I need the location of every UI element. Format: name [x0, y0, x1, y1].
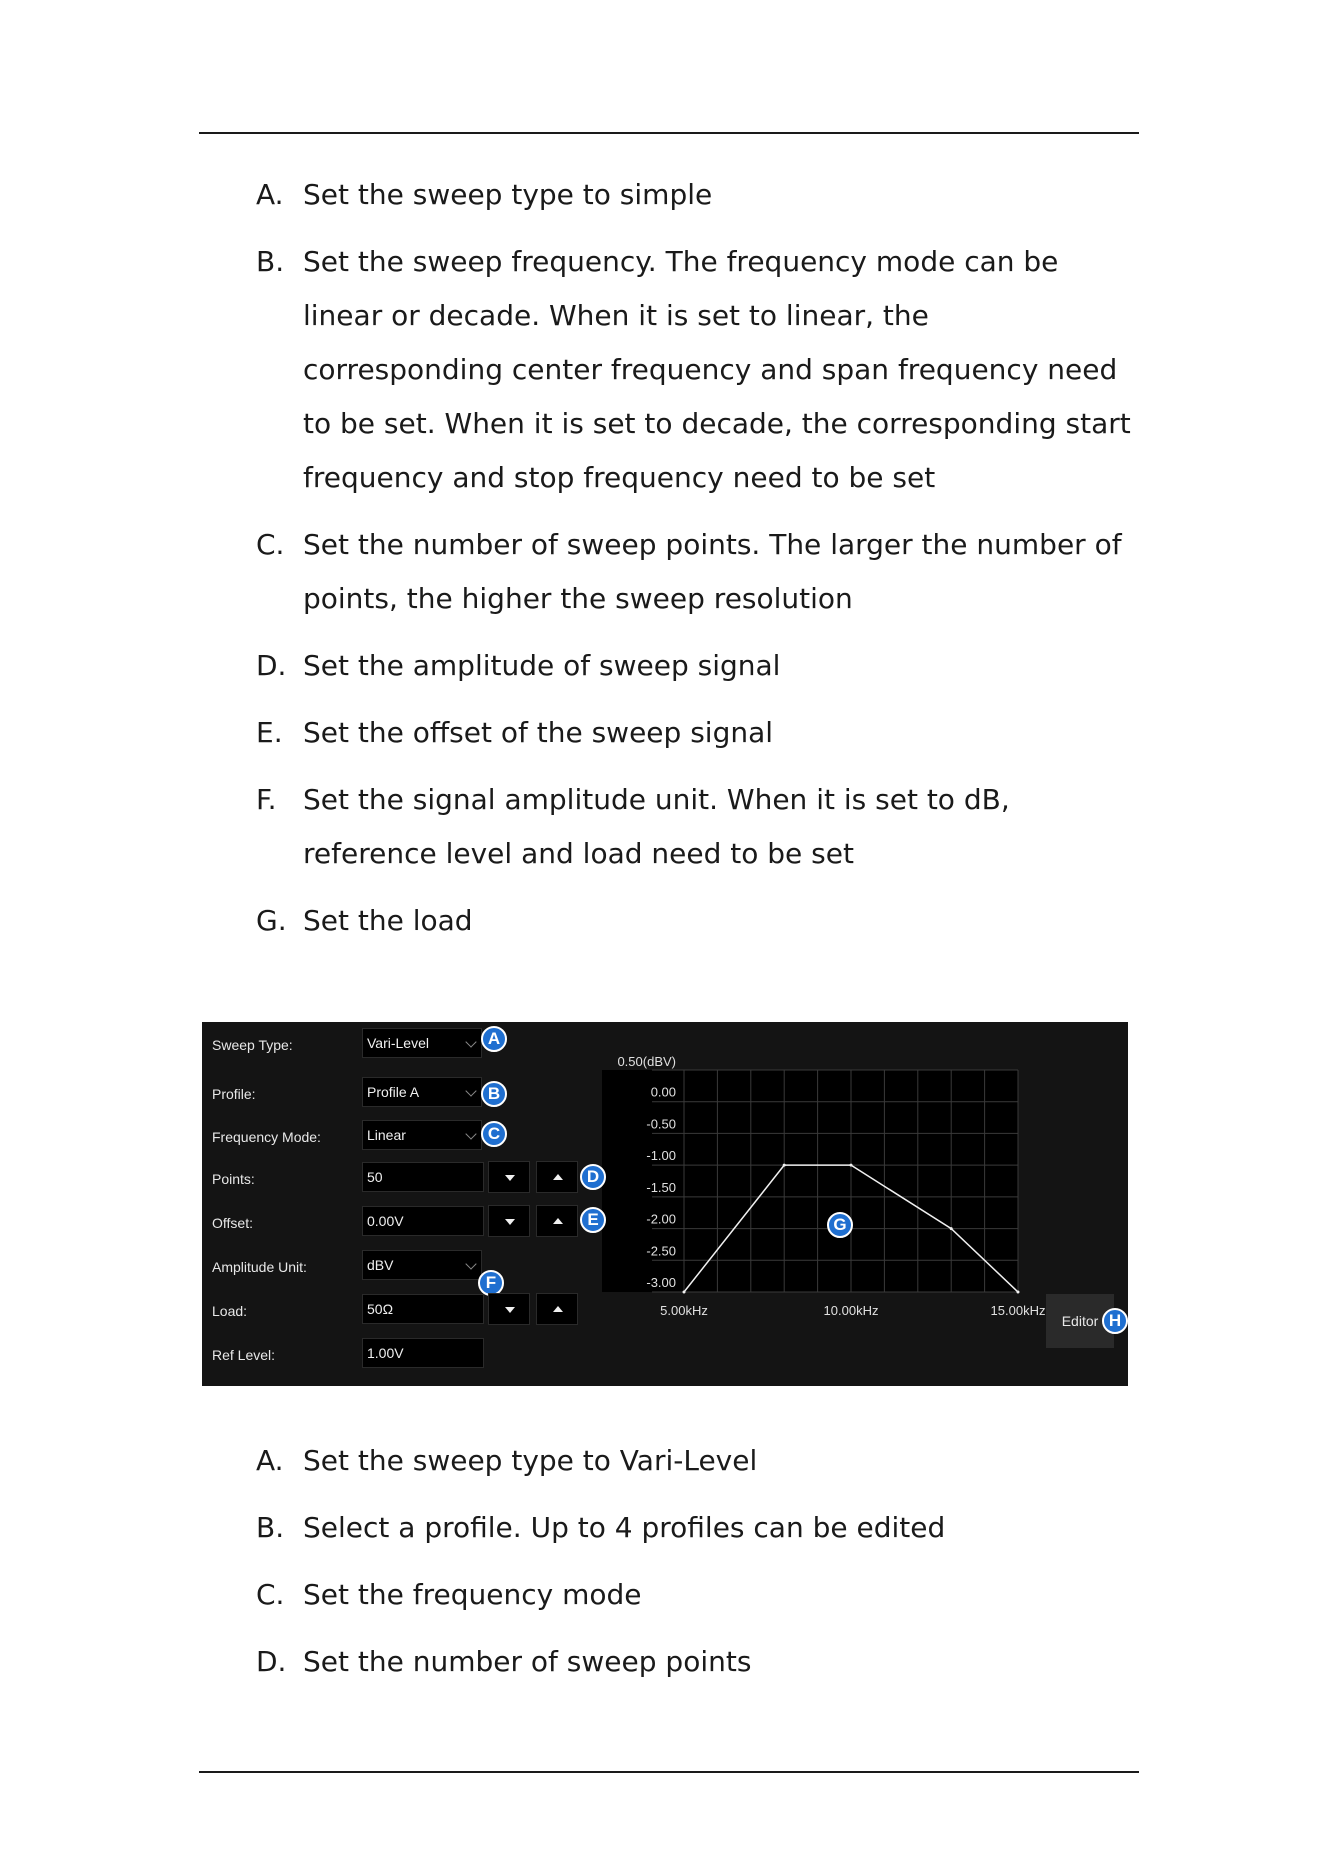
list-letter: E. — [256, 716, 283, 749]
triangle-down-icon — [505, 1175, 515, 1181]
list-item — [256, 1635, 1136, 1689]
sweep-profile-chart — [202, 1022, 1128, 1386]
sweep-settings-list — [256, 168, 1136, 961]
load-increment-button[interactable] — [536, 1293, 578, 1325]
list-text: Set the signal amplitude unit. When it is set to dB, reference level and load need to be set — [303, 783, 1010, 870]
triangle-up-icon — [553, 1218, 563, 1224]
callout-badge-e: E — [580, 1207, 606, 1233]
callout-badge-b: B — [481, 1081, 507, 1107]
frequency-mode-value: Linear — [367, 1127, 406, 1143]
list-text: Set the sweep type to Vari-Level — [303, 1444, 758, 1477]
list-item — [256, 773, 1136, 881]
list-text: Set the offset of the sweep signal — [303, 716, 774, 749]
offset-input[interactable]: 0.00V — [362, 1206, 484, 1236]
list-letter: B. — [256, 245, 285, 278]
list-text: Set the number of sweep points. The larger the number of points, the higher the sweep resolution — [303, 528, 1122, 615]
points-increment-button[interactable] — [536, 1161, 578, 1193]
ref-level-label: Ref Level: — [212, 1347, 276, 1363]
list-text: Set the sweep type to simple — [303, 178, 713, 211]
amplitude-unit-label: Amplitude Unit: — [212, 1259, 307, 1275]
points-input[interactable]: 50 — [362, 1162, 484, 1192]
x-tick-label: 5.00kHz — [660, 1303, 708, 1318]
trace-point — [783, 1164, 786, 1167]
chevron-down-icon — [465, 1128, 476, 1139]
list-letter: D. — [256, 649, 287, 682]
list-item — [256, 235, 1136, 505]
vari-level-sweep-panel — [202, 1022, 1128, 1386]
x-tick-label: 10.00kHz — [823, 1303, 879, 1318]
y-tick-label: 0.00 — [650, 1084, 676, 1100]
points-label: Points: — [212, 1171, 255, 1187]
trace-point — [950, 1227, 953, 1230]
list-text: Set the frequency mode — [303, 1578, 642, 1611]
callout-badge-g: G — [827, 1212, 853, 1238]
list-text: Set the amplitude of sweep signal — [303, 649, 781, 682]
list-letter: D. — [256, 1645, 287, 1678]
sweep-type-select[interactable] — [362, 1028, 482, 1058]
list-item — [256, 1434, 1136, 1488]
trace-point — [850, 1164, 853, 1167]
list-item — [256, 1568, 1136, 1622]
triangle-down-icon — [505, 1307, 515, 1313]
load-input[interactable]: 50Ω — [362, 1294, 484, 1324]
list-item — [256, 639, 1136, 693]
list-text: Set the sweep frequency. The frequency mode can be linear or decade. When it is set to linear, the corresponding center frequency and span frequency need to be set. When it is set to decade, the corresponding start frequency and stop frequency need to be set — [303, 245, 1131, 494]
y-tick-label: -2.00 — [646, 1211, 676, 1227]
amplitude-unit-value: dBV — [367, 1257, 394, 1273]
header-rule — [199, 132, 1139, 134]
trace-point — [683, 1291, 686, 1294]
list-letter: G. — [256, 904, 287, 937]
load-decrement-button[interactable] — [488, 1293, 530, 1325]
amplitude-unit-select[interactable] — [362, 1250, 482, 1280]
list-item — [256, 168, 1136, 222]
profile-label: Profile: — [212, 1086, 256, 1102]
load-label: Load: — [212, 1303, 248, 1319]
profile-value: Profile A — [367, 1084, 420, 1100]
triangle-up-icon — [553, 1174, 563, 1180]
callout-badge-h: H — [1102, 1308, 1128, 1334]
frequency-mode-select[interactable] — [362, 1120, 482, 1150]
callout-badge-a: A — [481, 1026, 507, 1052]
list-letter: A. — [256, 1444, 284, 1477]
triangle-up-icon — [553, 1306, 563, 1312]
callout-badge-f: F — [478, 1270, 504, 1296]
trace-point — [1017, 1291, 1020, 1294]
list-item — [256, 706, 1136, 760]
editor-button[interactable]: Editor — [1046, 1294, 1114, 1348]
list-letter: C. — [256, 528, 285, 561]
footer-rule — [199, 1771, 1139, 1773]
profile-select[interactable] — [362, 1077, 482, 1107]
chevron-down-icon — [465, 1258, 476, 1269]
points-decrement-button[interactable] — [488, 1161, 530, 1193]
x-tick-label: 15.00kHz — [990, 1303, 1046, 1318]
sweep-type-label: Sweep Type: — [212, 1037, 293, 1053]
list-letter: C. — [256, 1578, 285, 1611]
list-item — [256, 518, 1136, 626]
callout-badge-c: C — [481, 1121, 507, 1147]
chevron-down-icon — [465, 1036, 476, 1047]
ref-level-input[interactable]: 1.00V — [362, 1338, 484, 1368]
callout-badge-d: D — [580, 1164, 606, 1190]
chevron-down-icon — [465, 1085, 476, 1096]
triangle-down-icon — [505, 1219, 515, 1225]
y-tick-label: -1.50 — [646, 1179, 676, 1195]
sweep-type-value: Vari-Level — [367, 1035, 429, 1051]
list-text: Select a profile. Up to 4 profiles can be edited — [303, 1511, 946, 1544]
list-item — [256, 894, 1136, 948]
offset-decrement-button[interactable] — [488, 1205, 530, 1237]
list-letter: F. — [256, 783, 277, 816]
frequency-mode-label: Frequency Mode: — [212, 1129, 321, 1145]
offset-increment-button[interactable] — [536, 1205, 578, 1237]
list-letter: B. — [256, 1511, 285, 1544]
list-text: Set the load — [303, 904, 473, 937]
y-tick-label: -3.00 — [646, 1275, 676, 1290]
y-tick-label: -2.50 — [646, 1243, 676, 1259]
y-tick-label: -0.50 — [646, 1116, 676, 1132]
vari-level-settings-list — [256, 1434, 1136, 1702]
list-item — [256, 1501, 1136, 1555]
list-letter: A. — [256, 178, 284, 211]
offset-label: Offset: — [212, 1215, 253, 1231]
y-tick-label: 0.50(dBV) — [617, 1054, 676, 1069]
list-text: Set the number of sweep points — [303, 1645, 752, 1678]
y-tick-label: -1.00 — [646, 1148, 676, 1164]
